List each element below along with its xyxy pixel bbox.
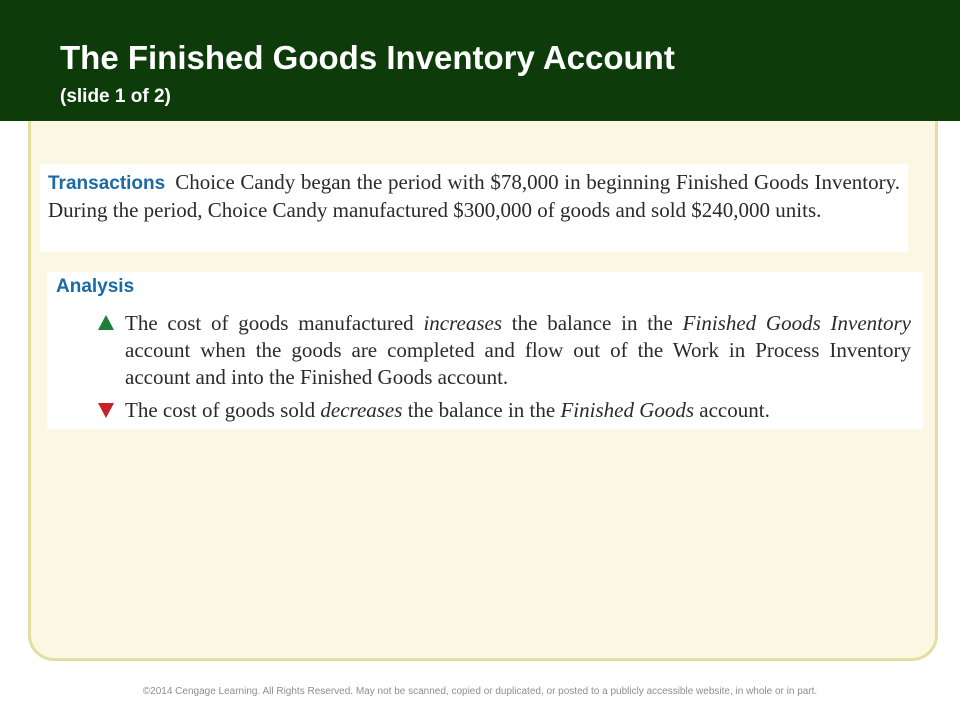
bullet1-text: The cost of goods manufactured increases the balance in the Finished Goods Inventory account when the goods are completed and flow out of the Work in Process Inventory account and into the Finished Goods account. (125, 311, 911, 389)
analysis-bullet-decrease (97, 397, 911, 424)
transactions-box (40, 164, 908, 252)
transactions-text: Choice Candy began the period with $78,000 in beginning Finished Goods Inventory. During the period, Choice Candy manufactured $300,000 of goods and sold $240,000 units. (48, 170, 900, 222)
analysis-box (47, 272, 923, 429)
up-triangle-icon (97, 314, 115, 332)
slide-subtitle: (slide 1 of 2) (60, 86, 171, 107)
down-triangle-icon (97, 401, 115, 419)
copyright-footer: ©2014 Cengage Learning. All Rights Reserved. May not be scanned, copied or duplicated, or posted to a publicly accessible website, in whole or in part. (142, 686, 818, 697)
bullet2-text: The cost of goods sold decreases the balance in the Finished Goods account. (125, 398, 770, 422)
transactions-label: Transactions (48, 173, 166, 194)
analysis-bullet-increase (97, 310, 911, 391)
transactions-paragraph (48, 169, 900, 224)
slide-title: The Finished Goods Inventory Account (60, 39, 675, 76)
title-bar (0, 0, 960, 121)
analysis-heading: Analysis (56, 276, 135, 297)
